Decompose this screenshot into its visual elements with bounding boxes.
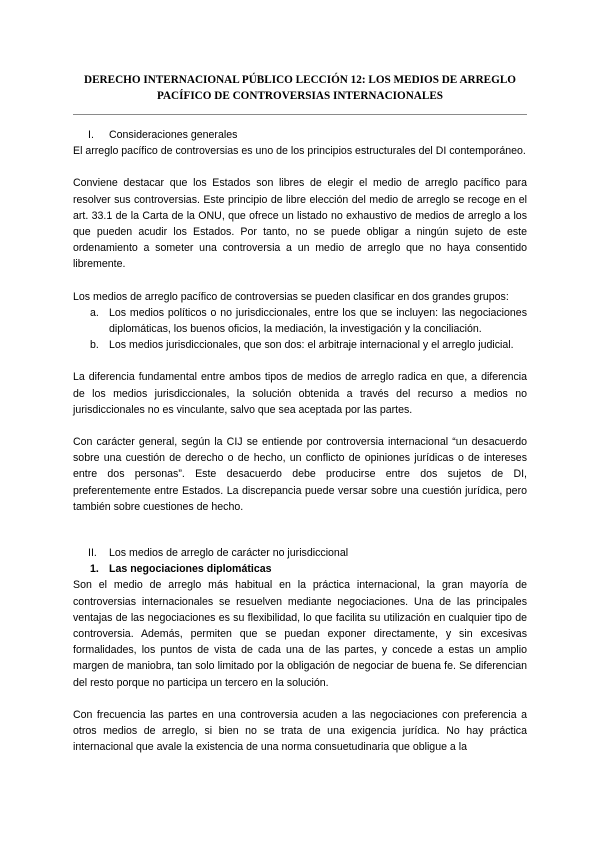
- title-line-2: PACÍFICO DE CONTROVERSIAS INTERNACIONALES: [156, 90, 444, 102]
- section-2-number: II.: [88, 547, 97, 560]
- section-1-paragraph-4: La diferencia fundamental entre ambos tipos de medios de arreglo radica en que, a diferencia de los medios jurisdiccionales, la solución obtenida a través del recurso a medios no jurisdiccionales no es vinculante, salvo que sea aceptada por las partes.: [73, 371, 527, 416]
- list-item-text: Los medios políticos o no jurisdiccionales, entre los que se incluyen: las negociaciones diplomáticas, los buenos oficios, la mediación, la investigación y la conciliación.: [109, 306, 527, 336]
- section-1-number: I.: [88, 129, 94, 141]
- section-1-paragraph-5: Con carácter general, según la CIJ se entiende por controversia internacional “un desacuerdo sobre una cuestión de derecho o de hecho, un conflicto de opiniones jurídicas o de intereses entre dos personas”. Este desacuerdo debe producirse entre dos sujetos de DI, preferentemente entre Estados. La discrepancia puede versar sobre una cuestión jurídica, pero también sobre cuestiones de hecho.: [73, 436, 527, 513]
- section-2-paragraph-2: Con frecuencia las partes en una controversia acuden a las negociaciones con preferencia a otros medios de arreglo, si bien no se trata de una exigencia jurídica. No hay práctica internacional que avale la existencia de una norma consuetudinaria que obligue a la: [73, 708, 527, 754]
- list-item: [73, 337, 527, 353]
- section-2-title: Los medios de arreglo de carácter no jurisdiccional: [109, 547, 349, 560]
- classification-list: [73, 305, 527, 354]
- document-title: [73, 72, 527, 104]
- list-marker: a.: [90, 306, 99, 319]
- title-line-1: DERECHO INTERNACIONAL PÚBLICO LECCIÓN 12: LOS MEDIOS DE ARREGLO: [83, 74, 517, 86]
- list-item: [73, 305, 527, 337]
- subsection-1-title: Las negociaciones diplomáticas: [109, 563, 272, 576]
- section-2-heading: [73, 545, 527, 561]
- section-1-paragraph-1: El arreglo pacífico de controversias es uno de los principios estructurales del DI contemporáneo.: [73, 145, 526, 158]
- list-marker: b.: [90, 339, 99, 352]
- section-1-paragraph-2: Conviene destacar que los Estados son libres de elegir el medio de arreglo pacífico para resolver sus controversias. Este principio de libre elección del medio de arreglo se recoge en el art. 33.1 de la Carta de la ONU, que ofrece un listado no exhaustivo de medios de arreglo a los que pueden acudir los Estados. Por tanto, no se puede obligar a ningún sujeto de este ordenamiento a someter una controversia a un medio de arreglo que no haya consentido libremente.: [73, 177, 527, 271]
- section-1-title: Consideraciones generales: [109, 129, 238, 141]
- section-1-paragraph-3: Los medios de arreglo pacífico de controversias se pueden clasificar en dos grandes grupos:: [73, 290, 509, 303]
- list-item-text: Los medios jurisdiccionales, que son dos: el arbitraje internacional y el arreglo judicial.: [109, 339, 514, 352]
- subsection-1-heading: [73, 561, 527, 577]
- section-1-heading: [73, 127, 527, 143]
- subsection-1-number: 1.: [90, 563, 99, 576]
- section-2-paragraph-1: Son el medio de arreglo más habitual en la práctica internacional, la gran mayoría de controversias internacionales se resuelven mediante negociaciones. Una de las principales ventajas de las negociaciones es su flexibilidad, lo que facilita su utilización en cualquier tipo de controversia. Además, permiten que se puedan exponer directamente, y sin excesivas formalidades, los puntos de vista de cada una de las partes, y concede a estas un amplio margen de maniobra, tan solo limitado por la obligación de negociar de buena fe. Se diferencian del resto porque no participa un tercero en la solución.: [73, 579, 527, 689]
